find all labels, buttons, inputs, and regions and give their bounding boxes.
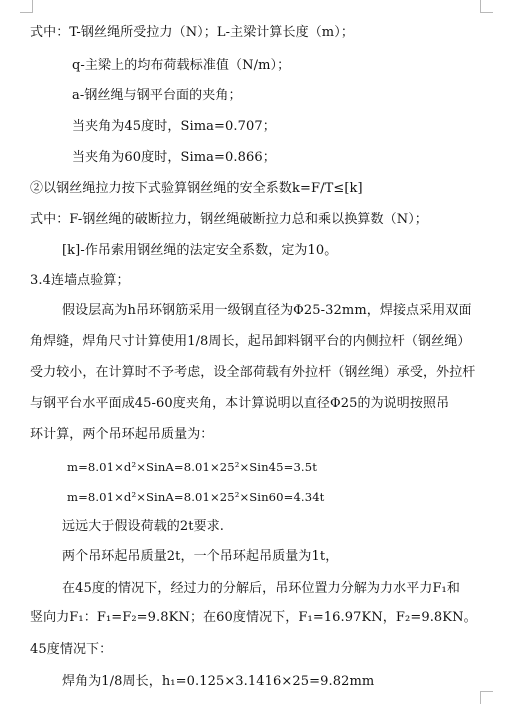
sin45-value: 当夹角为45度时，Sima=0.707； (72, 119, 276, 134)
paragraph-line-1: 假设层高为h吊环钢筋采用一级钢直径为Φ25-32mm，焊接点采用双面 (62, 303, 472, 318)
safety-factor-formula: ②以钢丝绳拉力按下式验算钢丝绳的安全系数k=F/T≤[k] (30, 181, 363, 196)
weld-size-line: 焊角为1/8周长，h₁=0.125×3.1416×25=9.82mm (62, 674, 375, 689)
paragraph-line-2: 角焊缝，焊角尺寸计算使用1/8周长，起吊卸料钢平台的内侧拉杆（钢丝绳） (30, 334, 471, 349)
formula-sin60: m=8.01×d²×SinA=8.01×25²×Sin60=4.34t (67, 490, 325, 504)
definition-T-L: 式中：T-钢丝绳所受拉力（N）；L-主梁计算长度（m）； (30, 25, 354, 40)
formula-sin45: m=8.01×d²×SinA=8.01×25²×Sin45=3.5t (67, 460, 317, 474)
paragraph-line-4: 与钢平台水平面成45-60度夹角，本计算说明以直径Φ25的为说明按照吊 (30, 396, 450, 411)
conclusion-line: 远远大于假设荷载的2t要求. (62, 519, 225, 534)
section-heading-3-4: 3.4连墙点验算； (30, 273, 130, 288)
definition-q: q-主梁上的均布荷载标准值（N/m）； (72, 58, 291, 73)
page-corner-mark-top-right (480, 0, 493, 13)
lift-mass-line: 两个吊环起吊质量2t，一个吊环起吊质量为1t， (62, 549, 339, 564)
page-corner-mark-top-left (20, 0, 33, 13)
definition-k: [k]-作吊索用钢丝绳的法定安全系数，定为10。 (62, 243, 338, 258)
definition-F: 式中：F-钢丝绳的破断拉力，钢丝绳破断拉力总和乘以换算数（N）； (30, 212, 428, 227)
definition-a: a-钢丝绳与钢平台面的夹角； (72, 88, 242, 103)
page-corner-mark-bottom-right (480, 691, 493, 704)
sin60-value: 当夹角为60度时，Sima=0.866； (72, 150, 276, 165)
force-values-line: 竖向力F₁：F₁=F₂=9.8KN；在60度情况下，F₁=16.97KN，F₂=9.8KN。 (30, 610, 477, 625)
case-45-heading: 45度情况下： (30, 642, 113, 657)
paragraph-line-5: 环计算，两个吊环起吊质量为： (30, 427, 214, 442)
force-decomposition-line: 在45度的情况下，经过力的分解后，吊环位置力分解为力水平力F₁和 (62, 581, 460, 596)
paragraph-line-3: 受力较小，在计算时不予考虑，设全部荷载有外拉杆（钢丝绳）承受，外拉杆 (30, 365, 476, 380)
